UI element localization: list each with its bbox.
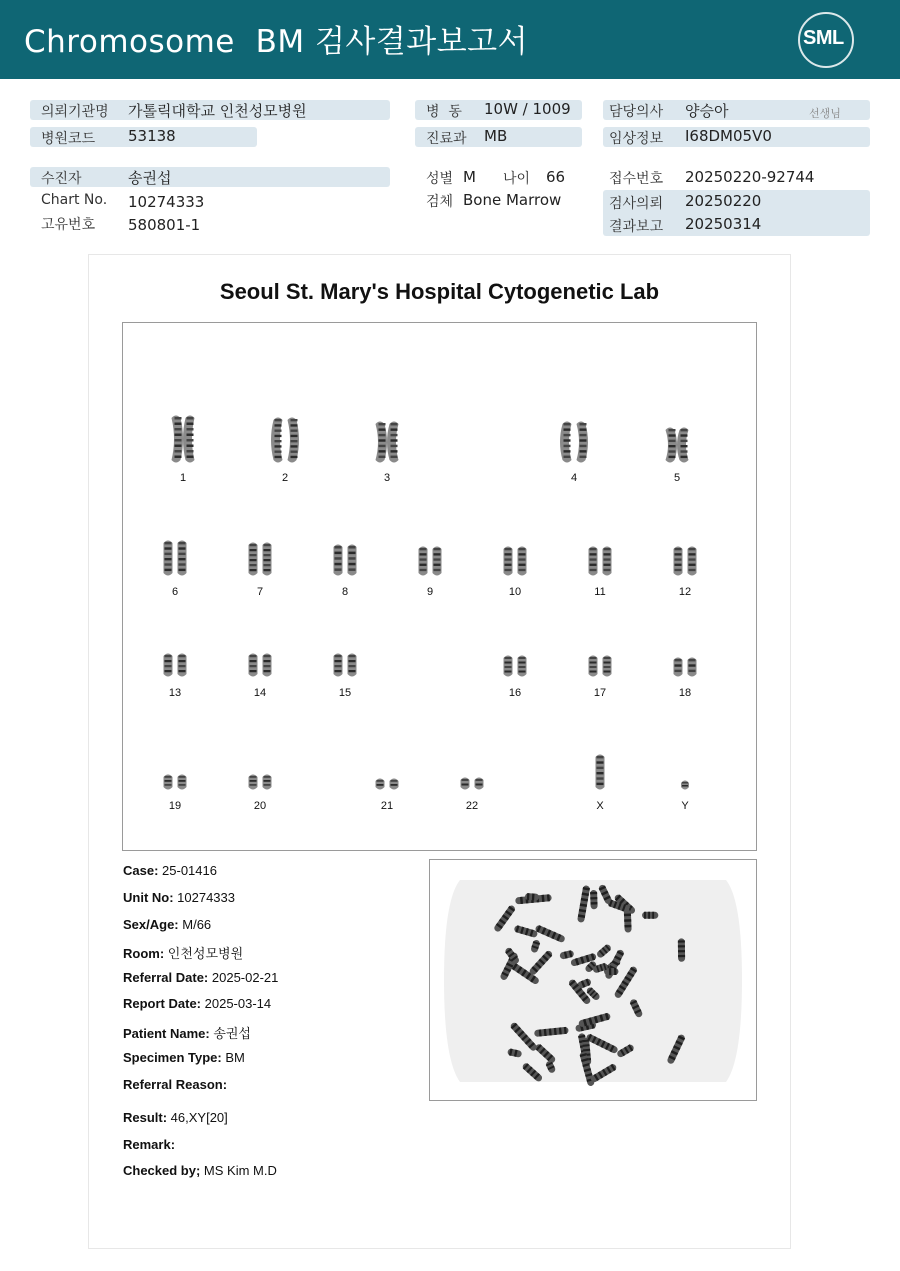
result-field: Result: 46,XY[20] [123, 1110, 228, 1125]
chromosome-label-y: Y [681, 800, 689, 812]
chromosome-pair-18 [674, 658, 697, 677]
chromosome-pair-21 [376, 779, 399, 790]
age-value: 66 [546, 168, 566, 186]
request-value: 20250220 [685, 192, 762, 210]
receipt-value: 20250220-92744 [685, 168, 815, 186]
institution-value: 가톨릭대학교 인천성모병원 [128, 102, 307, 120]
institution-label: 의뢰기관명 [41, 104, 109, 120]
chromosome-label-8: 8 [341, 586, 349, 598]
chromosome-pair-y [681, 781, 689, 790]
doctor-suffix: 선생님 [809, 107, 841, 120]
chromosome-label-6: 6 [171, 586, 179, 598]
clinical-value: I68DM05V0 [685, 127, 772, 145]
chromosome-label-9: 9 [426, 586, 434, 598]
metaphase-chromosome [642, 912, 658, 919]
sex-label: 성별 [426, 171, 454, 187]
chromosome-pair-11 [589, 547, 612, 576]
unique-value: 580801-1 [128, 216, 201, 234]
dept-value: MB [484, 127, 508, 145]
chromosome-pair-7 [249, 543, 272, 576]
chromosome-label-21: 21 [380, 800, 394, 812]
patient-name-field: Patient Name: 송권섭 [123, 1026, 251, 1041]
chart-value: 10274333 [128, 193, 205, 211]
chromosome-label-19: 19 [168, 800, 182, 812]
metaphase-chromosome [525, 893, 540, 901]
chromosome-pair-x [596, 755, 605, 790]
chromosome-pair-9 [419, 547, 442, 576]
chromosome-pair-3 [376, 422, 399, 463]
chromosome-label-1: 1 [179, 472, 187, 484]
report-header [0, 0, 900, 79]
chromosome-pair-20 [249, 775, 272, 790]
case-field: Case: 25-01416 [123, 863, 217, 878]
chromosome-pair-16 [504, 656, 527, 677]
metaphase-background [444, 880, 742, 1082]
chromosome-pair-10 [504, 547, 527, 576]
chromosome-label-4: 4 [570, 472, 578, 484]
room-field: Room: 인천성모병원 [123, 946, 244, 961]
clinical-label: 임상정보 [609, 131, 664, 147]
specimen-label: 검체 [426, 194, 454, 210]
lab-report-page [88, 254, 791, 1249]
chart-label: Chart No. [41, 192, 108, 208]
report-date-value: 20250314 [685, 215, 762, 233]
receipt-label: 접수번호 [609, 171, 664, 187]
chromosome-label-5: 5 [673, 472, 681, 484]
chromosome-label-22: 22 [465, 800, 479, 812]
chromosome-pair-22 [461, 778, 484, 790]
chromosome-label-20: 20 [253, 800, 267, 812]
examinee-bar [30, 167, 390, 187]
ward-value: 10W / 1009 [484, 100, 571, 118]
logo-text: SML [803, 27, 844, 49]
chromosome-label-x: X [596, 800, 604, 812]
chromosome-pair-6 [164, 541, 187, 576]
chromosome-pair-12 [674, 547, 697, 576]
chromosome-pair-2 [271, 418, 299, 463]
chromosome-label-12: 12 [678, 586, 692, 598]
doctor-label: 담당의사 [609, 104, 664, 120]
dept-label: 진료과 [426, 131, 467, 147]
checked-by-field: Checked by; MS Kim M.D [123, 1163, 277, 1178]
chromosome-pair-19 [164, 775, 187, 790]
chromosome-label-15: 15 [338, 687, 352, 699]
chromosome-pair-14 [249, 654, 272, 677]
metaphase-image [430, 860, 756, 1100]
metaphase-chromosome [678, 938, 685, 961]
chromosome-label-11: 11 [594, 586, 606, 598]
metaphase-panel [429, 859, 757, 1101]
chromosome-label-7: 7 [256, 586, 264, 598]
age-label: 나이 [503, 171, 531, 187]
chromosome-pair-17 [589, 656, 612, 677]
chromosome-label-13: 13 [168, 687, 182, 699]
sml-logo [798, 12, 854, 68]
chromosome-label-18: 18 [678, 687, 692, 699]
doctor-value: 양승아 [685, 102, 729, 120]
unit-no-field: Unit No: 10274333 [123, 890, 235, 905]
karyogram-panel [122, 322, 757, 851]
request-label: 검사의뢰 [609, 196, 664, 212]
chromosome-pair-4 [560, 422, 588, 463]
chromosome-label-16: 16 [508, 687, 522, 699]
metaphase-chromosome [590, 890, 598, 910]
referral-reason-field: Referral Reason: [123, 1077, 228, 1092]
lab-title: Seoul St. Mary's Hospital Cytogenetic Lab [219, 279, 660, 304]
examinee-label: 수진자 [41, 171, 82, 187]
examinee-value: 송권섭 [128, 169, 172, 187]
chromosome-pair-1 [172, 416, 195, 463]
specimen-type-field: Specimen Type: BM [123, 1050, 245, 1065]
hospital-code-value: 53138 [128, 127, 176, 145]
chromosome-label-14: 14 [253, 687, 267, 699]
specimen-value: Bone Marrow [463, 191, 562, 209]
report-title: Chromosome BM 검사결과보고서 [24, 24, 529, 60]
chromosome-label-10: 10 [508, 586, 522, 598]
chromosome-pair-5 [666, 428, 689, 463]
chromosome-label-3: 3 [383, 472, 391, 484]
remark-field: Remark: [123, 1137, 176, 1152]
report-date-label: 결과보고 [609, 219, 664, 235]
chromosome-label-17: 17 [593, 687, 607, 699]
karyogram-image [123, 323, 756, 850]
chromosome-label-2: 2 [281, 472, 289, 484]
chromosome-pair-8 [334, 545, 357, 576]
ward-label: 병 동 [426, 104, 462, 120]
chromosome-pair-15 [334, 654, 357, 677]
hospital-code-label: 병원코드 [41, 131, 96, 147]
referral-date-field: Referral Date: 2025-02-21 [123, 970, 279, 985]
unique-label: 고유번호 [41, 217, 96, 233]
report-date-field: Report Date: 2025-03-14 [123, 996, 272, 1011]
sex-age-field: Sex/Age: M/66 [123, 917, 212, 932]
chromosome-pair-13 [164, 654, 187, 677]
sex-value: M [463, 168, 476, 186]
